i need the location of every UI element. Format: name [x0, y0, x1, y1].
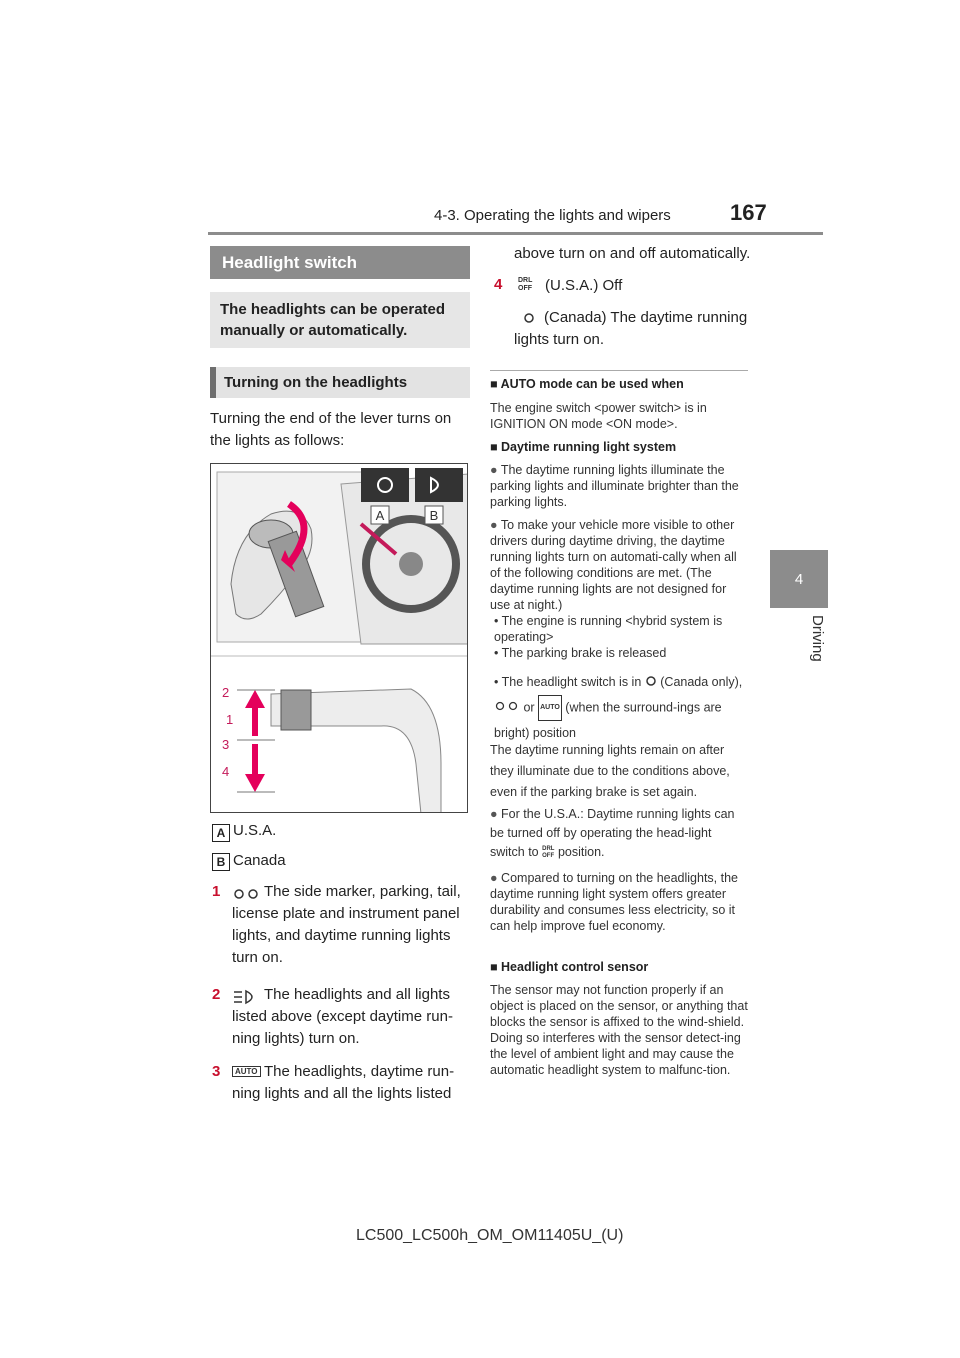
lever-position-1: 1 [226, 712, 234, 727]
item-2-text: The headlights and all lights listed above (except daytime run-ning lights) turn on. [232, 986, 453, 1047]
drl-bullet-4-text: Compared to turning on the headlights, the daytime running light system offers greater durability and consumes less electricity, so it can help improve fuel economy. [490, 871, 739, 933]
drl-sub-2: • The parking brake is released [494, 646, 667, 660]
drl-off-icon: DRL OFF [518, 277, 533, 292]
drl-sub-3: • The headlight switch is in (Canada only), or AUTO (when the surround-ings are bright) position [494, 670, 748, 745]
drl-sub-3-text-a: The headlight switch is in [501, 675, 642, 689]
lever-drawing [211, 464, 468, 813]
drl-bullet-4: ● Compared to turning on the headlights, the daytime running light system offers greater durability and consumes less electricity, so it can help improve fuel economy. [490, 871, 739, 933]
lever-position-3: 3 [222, 737, 230, 752]
auto-mode-heading-text: AUTO mode can be used when [500, 377, 684, 391]
item-3-number: 3 [212, 1063, 221, 1080]
label-b: B [212, 853, 230, 871]
drl-bullet-3: ● For the U.S.A.: Daytime running lights can be turned off by operating the head-light switch to DRL OFF position. [490, 807, 735, 859]
section-title: 4-3. Operating the lights and wipers [434, 207, 671, 224]
drl-sub-3-text-d: (when the surround-ings are bright) position [494, 700, 722, 740]
sensor-text: The sensor may not function properly if an object is placed on the sensor, or anything that blocks the sensor is affixed to the wind-shield. Doing so interferes with the sensor detect-ing the level of ambient light and may cause the automatic headlight system to malfunc-tion. [490, 983, 748, 1077]
drl-bullet-3-text-a: For the U.S.A.: Daytime running lights can be turned off by operating the head-light switch to [490, 807, 735, 859]
label-a-text: U.S.A. [233, 822, 277, 839]
item-1-number: 1 [212, 883, 221, 900]
label-a: A [212, 824, 230, 842]
item-3-continued: above turn on and off automatically. [514, 245, 751, 262]
drl-bullet-2: ● To make your vehicle more visible to other drivers during daytime driving, the daytime running lights turn on automati-cally when all of the following conditions are met. (The daytime running lights are not designed for use at night.) [490, 518, 737, 612]
drl-bullet-3-text-b: position. [557, 845, 605, 859]
auto-mode-heading: ■ AUTO mode can be used when [490, 377, 684, 391]
label-b-text: Canada [233, 852, 286, 869]
intro-text: Turning the end of the lever turns on the lights as follows: [210, 410, 452, 449]
item-3-text: The headlights, daytime run-ning lights and all the lights listed [232, 1063, 455, 1102]
drl-bullet-1: ● The daytime running lights illuminate the parking lights and illuminate brighter than the parking lights. [490, 463, 739, 509]
page-number: 167 [730, 200, 767, 225]
auto-mode-text: The engine switch <power switch> is in IGNITION ON mode <ON mode>. [490, 401, 707, 431]
header-rule [208, 232, 823, 235]
item-4-number: 4 [494, 276, 503, 293]
drl-icon [645, 671, 657, 695]
svg-text:A: A [375, 508, 385, 523]
sensor-heading-text: Headlight control sensor [501, 960, 649, 974]
drl-off-icon: DRL OFF [542, 845, 555, 859]
drl-heading-text: Daytime running light system [501, 440, 677, 454]
side-marker-icon [494, 696, 520, 720]
lever-position-4: 4 [222, 764, 230, 779]
auto-icon: AUTO [232, 1066, 261, 1077]
lever-position-2: 2 [222, 685, 230, 700]
heading-headlight-switch: Headlight switch [210, 246, 470, 279]
drl-bullet-1-text: The daytime running lights illuminate the parking lights and illuminate brighter than the parking lights. [490, 463, 739, 509]
intro-box: The headlights can be operated manually or automatically. [210, 292, 470, 348]
chapter-tab [770, 550, 828, 608]
notes-divider [490, 370, 748, 371]
drl-after-text: The daytime running lights remain on after they illuminate due to the conditions above, even if the parking brake is set again. [490, 743, 730, 799]
svg-text:B: B [429, 508, 439, 523]
drl-sub-3-text-b: (Canada only), [660, 675, 743, 689]
item-4-line2: (Canada) The daytime running lights turn on. [514, 309, 748, 348]
item-1-text: The side marker, parking, tail, license plate and instrument panel lights, and daytime running lights turn on. [232, 883, 461, 966]
chapter-label: Driving [809, 615, 826, 662]
drl-sub-1-text: The engine is running <hybrid system is operating> [494, 614, 723, 644]
lever-illustration [210, 463, 468, 813]
drl-sub-2-text: The parking brake is released [501, 646, 667, 660]
drl-sub-3-text-c: or [523, 700, 535, 714]
item-2-number: 2 [212, 986, 221, 1003]
auto-icon: AUTO [538, 695, 562, 721]
sensor-heading: ■ Headlight control sensor [490, 960, 649, 974]
chapter-number: 4 [794, 570, 804, 588]
drl-heading: ■ Daytime running light system [490, 440, 677, 454]
drl-bullet-2-text: To make your vehicle more visible to other drivers during daytime driving, the daytime running lights turn on automati-cally when all of the following conditions are met. (The daytime running lights are not designed for use at night.) [490, 518, 737, 612]
drl-sub-1: • The engine is running <hybrid system is operating> [494, 614, 723, 644]
footer-code: LC500_LC500h_OM_OM11405U_(U) [356, 1227, 624, 1244]
subheading-turning-on: Turning on the headlights [210, 367, 470, 398]
item-4-line1: (U.S.A.) Off [545, 277, 623, 294]
